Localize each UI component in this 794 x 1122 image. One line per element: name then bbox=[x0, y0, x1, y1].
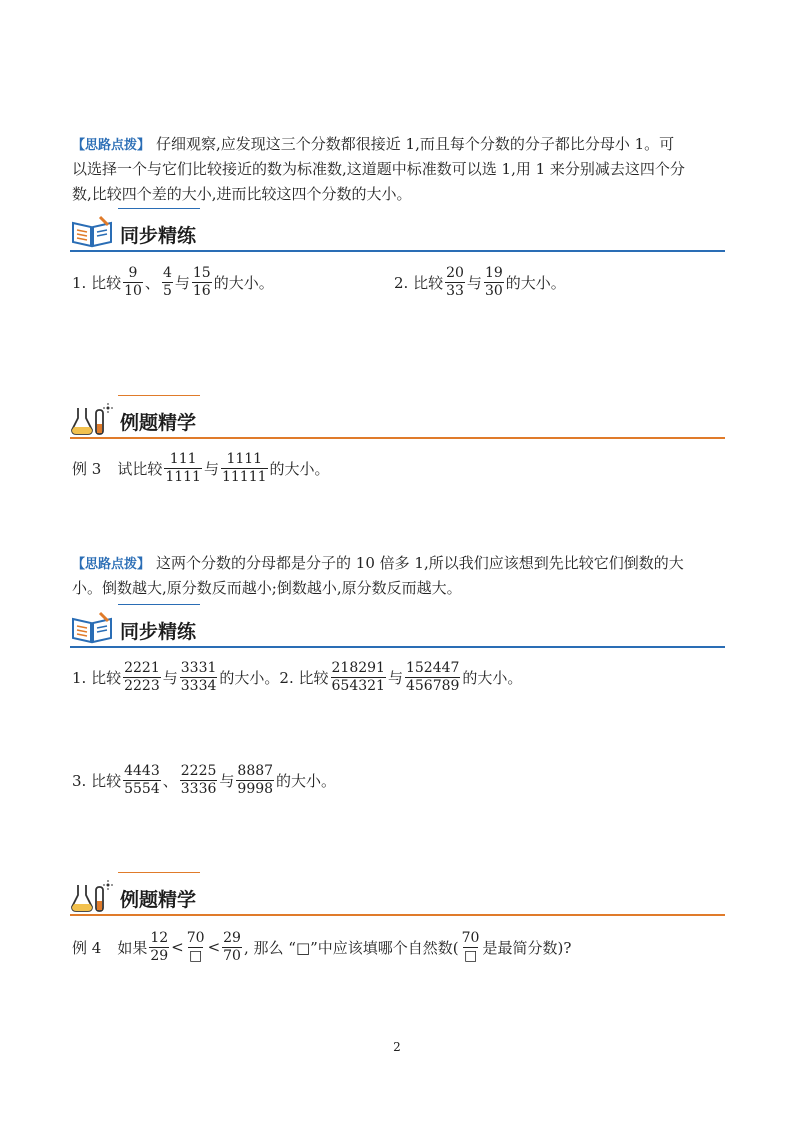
fraction: $\frac{152447}{456789}$ bbox=[405, 659, 460, 694]
hint-paragraph-1-line-1: 【思路点拨】 仔细观察,应发现这三个分数都很接近 1,而且每个分数的分子都比分母小 1。可 bbox=[72, 135, 675, 153]
fraction: $\frac{2221}{2223}$ bbox=[124, 659, 160, 694]
section-title: 例题精学 bbox=[120, 889, 197, 911]
hint-paragraph-1-line-2: 以选择一个与它们比较接近的数为标准数,这道题中标准数可以选 1,用 1 来分别减去这四个分 bbox=[72, 160, 685, 178]
section-title: 同步精练 bbox=[120, 225, 197, 247]
exercise-2-1-and-2: 1. 比较 $\frac{2221}{2223}$ 与 $\frac{3331}{3334}$ 的大小。 2. 比较 $\frac{218291}{654321}$ 与 $\frac{152447}{456789}$ 的大小。 bbox=[72, 659, 523, 694]
fraction: $\frac{20}{33}$ bbox=[446, 264, 464, 299]
hint-paragraph-1-line-3: 数,比较四个差的大小,进而比较这四个分数的大小。 bbox=[72, 185, 412, 203]
example-4: 例 4 如果 $\frac{12}{29}$ < $\frac{70}{□}$ < $\frac{29}{70}$ , 那么 “□”中应该填哪个自然数( $\frac{70}{□}$ 是最简分数)? bbox=[72, 929, 572, 964]
fraction: $\frac{9}{10}$ bbox=[124, 264, 142, 299]
section-header-example-2 bbox=[70, 872, 725, 916]
book-icon bbox=[70, 611, 114, 645]
fraction: $\frac{29}{70}$ bbox=[223, 929, 241, 964]
fraction: $\frac{12}{29}$ bbox=[150, 929, 169, 964]
exercise-1-1: 1. 比较 $\frac{9}{10}$ 、 $\frac{4}{5}$ 与 $\frac{15}{16}$ 的大小。 bbox=[72, 264, 274, 299]
hint-tag: 【思路点拨】 bbox=[72, 138, 151, 153]
example-label: 例 3 bbox=[72, 459, 102, 478]
fraction: $\frac{111}{1111}$ bbox=[165, 450, 201, 485]
fraction: $\frac{218291}{654321}$ bbox=[331, 659, 385, 694]
fraction: $\frac{19}{30}$ bbox=[484, 264, 503, 299]
fraction: $\frac{8887}{9998}$ bbox=[237, 762, 274, 797]
section-title: 同步精练 bbox=[120, 621, 197, 643]
example-label: 例 4 bbox=[72, 938, 102, 957]
fraction: $\frac{70}{□}$ bbox=[461, 929, 480, 964]
page-number: 2 bbox=[393, 1040, 401, 1054]
exercise-1-2: 2. 比较 $\frac{20}{33}$ 与 $\frac{19}{30}$ 的大小。 bbox=[394, 264, 566, 299]
hint-paragraph-2-line-2: 小。倒数越大,原分数反而越小;倒数越小,原分数反而越大。 bbox=[72, 579, 462, 597]
fraction: $\frac{1111}{11111}$ bbox=[221, 450, 267, 485]
flask-icon bbox=[70, 402, 114, 436]
book-icon bbox=[70, 215, 114, 249]
fraction: $\frac{2225}{3336}$ bbox=[180, 762, 217, 797]
hint-paragraph-2-line-1: 【思路点拨】 这两个分数的分母都是分子的 10 倍多 1,所以我们应该想到先比较它们倒数的大 bbox=[72, 554, 684, 572]
fraction: $\frac{4}{5}$ bbox=[162, 264, 172, 299]
fraction: $\frac{70}{□}$ bbox=[186, 929, 205, 964]
fraction: $\frac{3331}{3334}$ bbox=[180, 659, 217, 694]
fraction: $\frac{15}{16}$ bbox=[192, 264, 211, 299]
hint-tag: 【思路点拨】 bbox=[72, 557, 151, 572]
flask-icon bbox=[70, 879, 114, 913]
section-title: 例题精学 bbox=[120, 412, 197, 434]
example-3: 例 3 试比较 $\frac{111}{1111}$ 与 $\frac{1111}{11111}$ 的大小。 bbox=[72, 450, 330, 485]
exercise-2-3: 3. 比较 $\frac{4443}{5554}$ 、 $\frac{2225}{3336}$ 与 $\frac{8887}{9998}$ 的大小。 bbox=[72, 762, 337, 797]
fraction: $\frac{4443}{5554}$ bbox=[124, 762, 160, 797]
section-header-example-1 bbox=[70, 395, 725, 439]
section-header-practice-2 bbox=[70, 604, 725, 648]
section-header-practice-1 bbox=[70, 208, 725, 252]
